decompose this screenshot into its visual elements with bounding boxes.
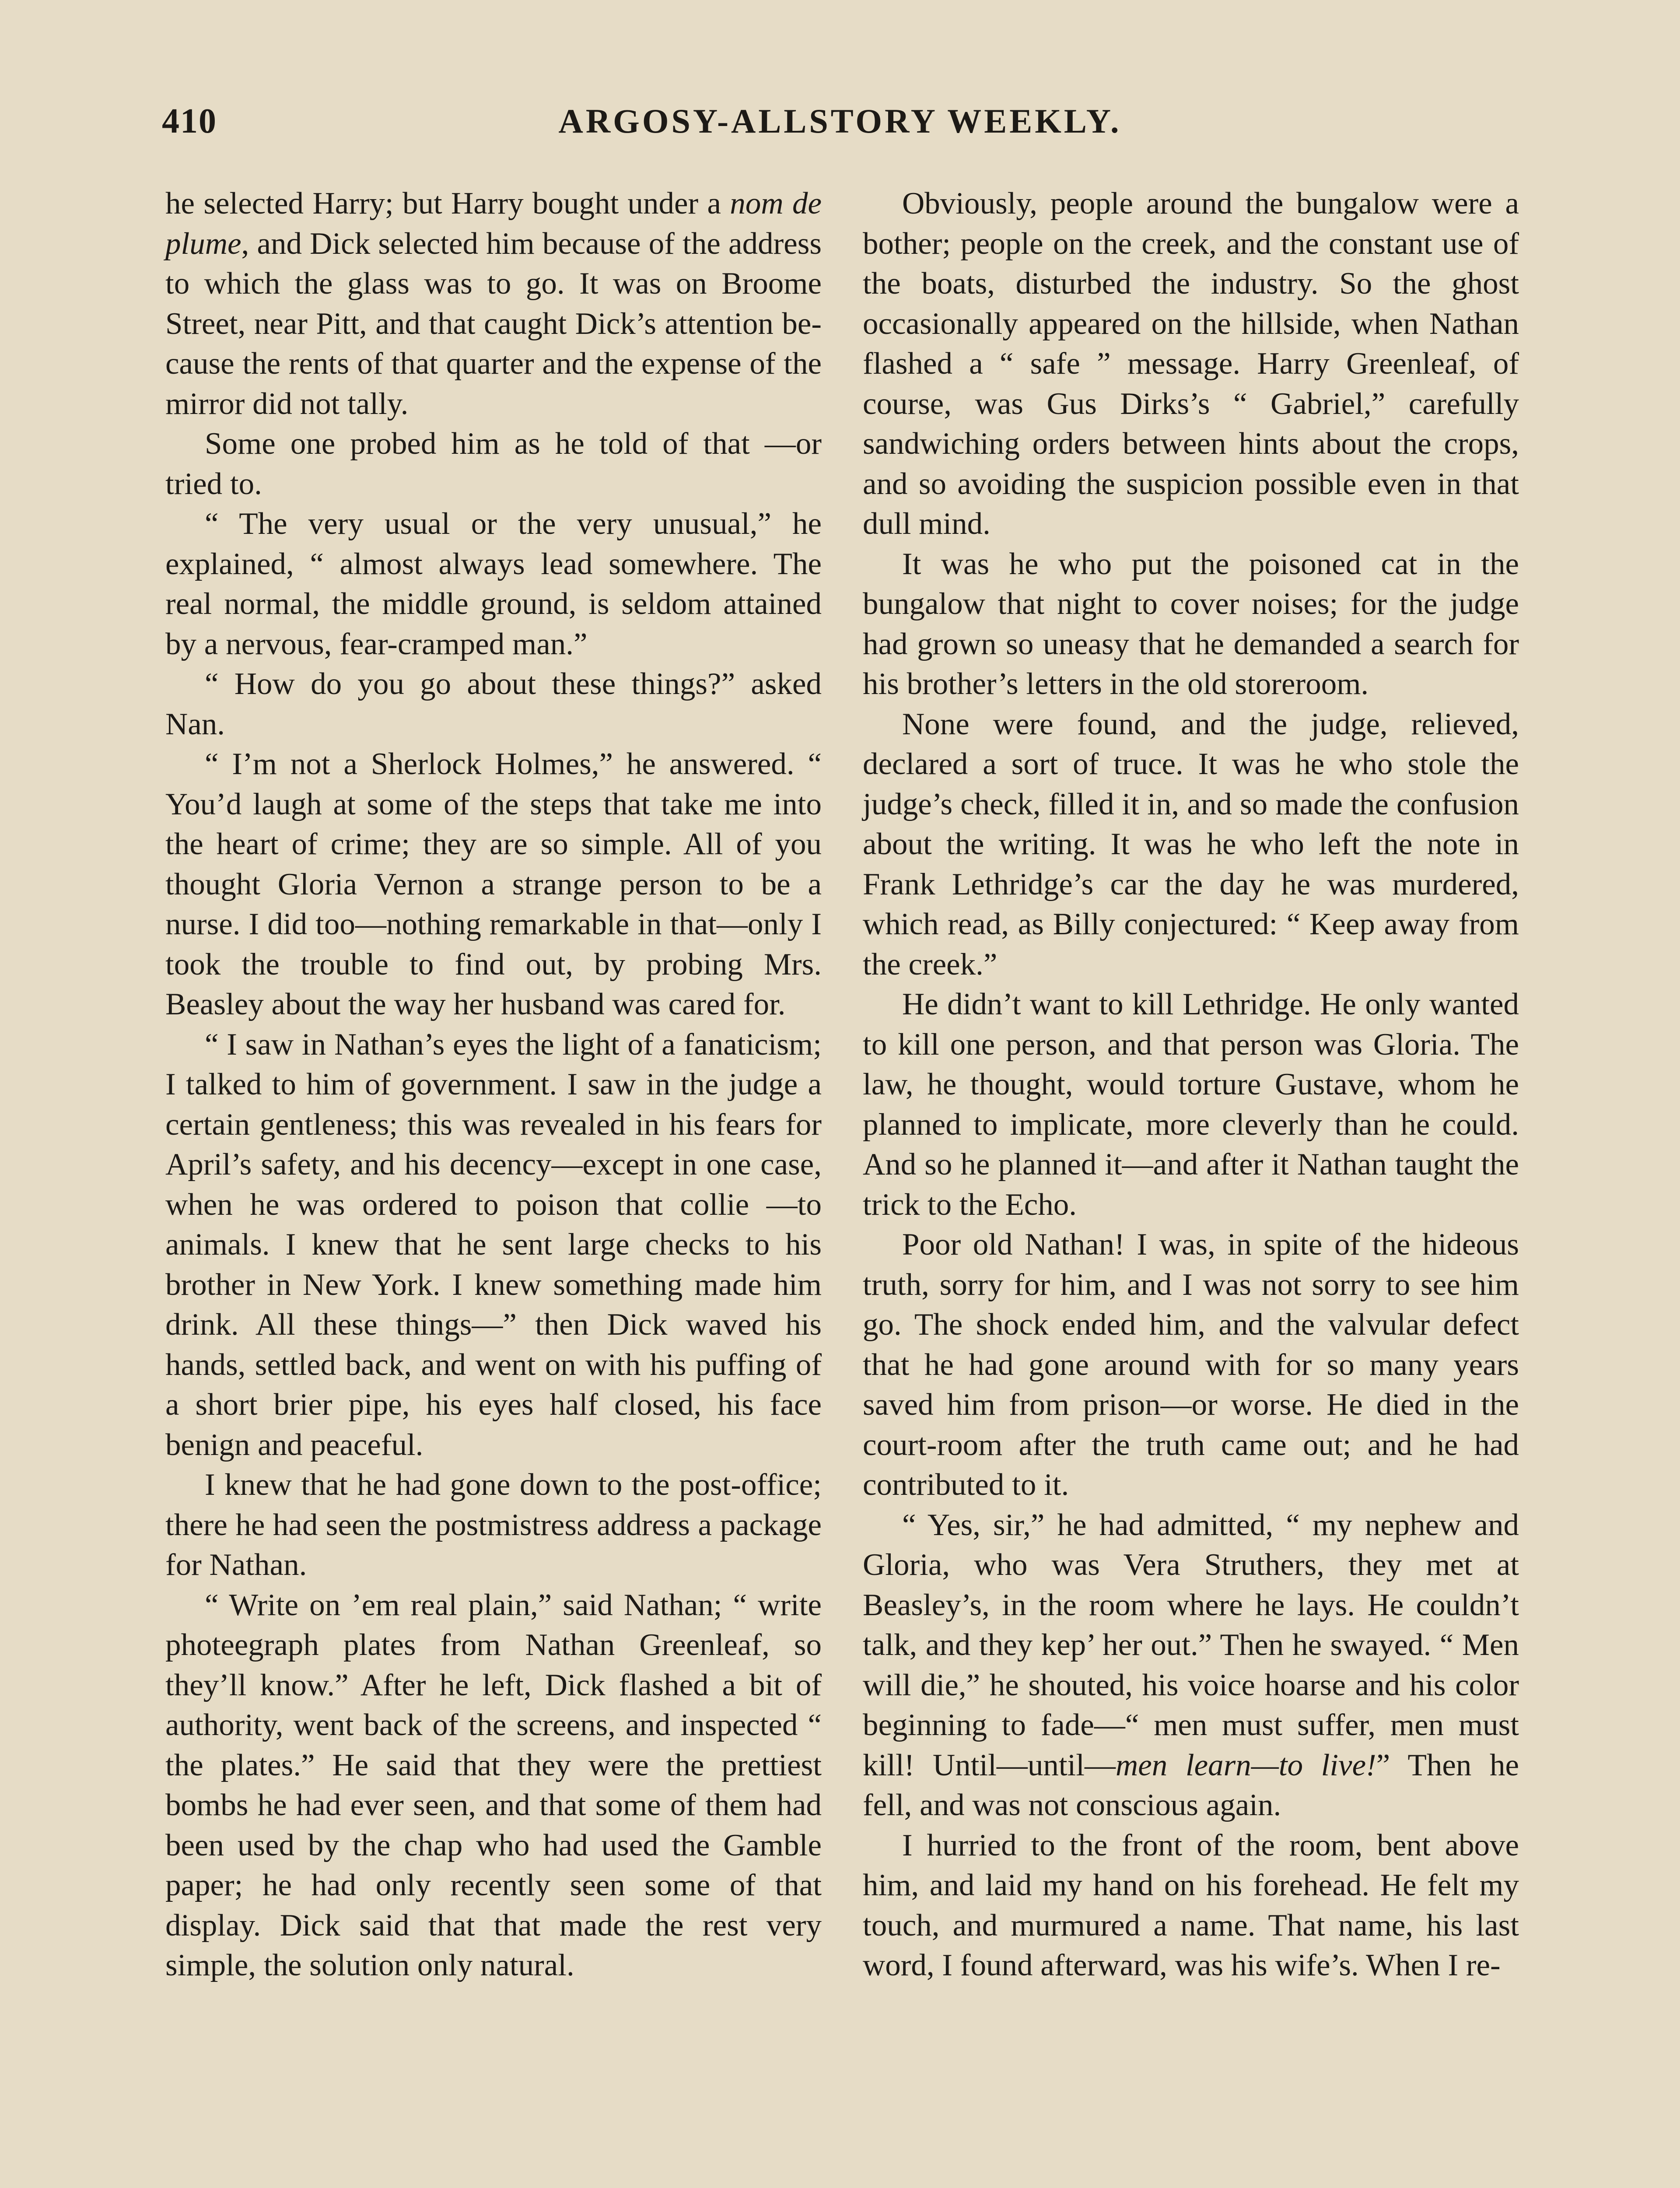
paragraph: It was he who put the poisoned cat in the bungalow that night to cover noises; for the judge had grown so uneasy that he demanded a search for his brother’s letters in the old storeroom. (863, 547, 1519, 701)
paragraph: None were found, and the judge, relieved, declared a sort of truce. It was he who stole the judge’s check, filled it in, and so made the confusion about the writing. It was he who left the note in Frank Lethridge’s car the day he was murdered, which read, as Billy conjectured: “ Keep away from the creek.” (863, 707, 1519, 982)
paragraph: Poor old Nathan! I was, in spite of the hideous truth, sorry for him, and I was not sorry to see him go. The shock ended him, and the valvular defect that he had gone around with for so many years saved him from prison—or worse. He died in the court-room after the truth came out; and he had contributed to it. (863, 1227, 1519, 1502)
right-column (863, 184, 1519, 1986)
paragraph: I knew that he had gone down to the post-office; there he had seen the postmistress address a package for Nathan. (165, 1468, 822, 1582)
paragraph: Some one probed him as he told of that —or tried to. (165, 427, 822, 501)
paragraph: Obviously, people around the bungalow were a bother; people on the creek, and the constant use of the boats, disturbed the industry. So the ghost occasionally appeared on the hillside, when Nathan flashed a “ safe ” message. Harry Greenleaf, of course, was Gus Dirks’s “ Gabriel,” carefully sandwiching orders between hints about the crops, and so avoiding the suspicion possible even in that dull mind. (863, 186, 1519, 541)
paragraph: “ I’m not a Sherlock Holmes,” he answered. “ You’d laugh at some of the steps that take me into the heart of crime; they are so simple. All of you thought Gloria Vernon a strange person to be a nurse. I did too—nothing remarkable in that—only I took the trouble to find out, by probing Mrs. Beasley about the way her husband was cared for. (165, 747, 822, 1021)
paragraph: He didn’t want to kill Lethridge. He only wanted to kill one person, and that person was Gloria. The law, he thought, would torture Gustave, whom he planned to implicate, more cleverly than he could. And so he planned it—and after it Nathan taught the trick to the Echo. (863, 987, 1519, 1222)
running-head-title: ARGOSY-ALLSTORY WEEKLY. (558, 102, 1122, 140)
left-column (165, 184, 822, 1986)
page-header (162, 102, 1518, 154)
paragraph: he selected Harry; but Harry bought under a nom de plume, and Dick selected him because of the address to which the glass was to go. It was on Broome Street, near Pitt, and that caught Dick’s attention because the rents of that quarter and the expense of the mirror did not tally. (165, 186, 822, 421)
paragraph: “ Write on ’em real plain,” said Nathan; “ write photeegraph plates from Nathan Greenleaf, so they’ll know.” After he left, Dick flashed a bit of authority, went back of the screens, and inspected “ the plates.” He said that they were the prettiest bombs he had ever seen, and that some of them had been used by the chap who had used the Gamble paper; he had only recently seen some of that display. Dick said that that made the rest very simple, the solution only natural. (165, 1588, 822, 1982)
paragraph: “ I saw in Nathan’s eyes the light of a fanaticism; I talked to him of government. I saw in the judge a certain gentleness; this was revealed in his fears for April’s safety, and his decency—except in one case, when he was ordered to poison that collie —to animals. I knew that he sent large checks to his brother in New York. I knew something made him drink. All these things—” then Dick waved his hands, settled back, and went on with his puffing of a short brier pipe, his eyes half closed, his face benign and peaceful. (165, 1027, 822, 1462)
page-number: 410 (162, 102, 217, 140)
paragraph: “ The very usual or the very unusual,” he explained, “ almost always lead somewhere. The real normal, the middle ground, is seldom attained by a nervous, fear-cramped man.” (165, 507, 822, 661)
paragraph: “ Yes, sir,” he had admitted, “ my nephew and Gloria, who was Vera Struthers, they met at Beasley’s, in the room where he lays. He couldn’t talk, and they kep’ her out.” Then he swayed. “ Men will die,” he shouted, his voice hoarse and his color beginning to fade—“ men must suffer, men must kill! Until—until—men learn—to live!” Then he fell, and was not conscious again. (863, 1508, 1519, 1822)
paragraph: “ How do you go about these things?” asked Nan. (165, 667, 822, 741)
paragraph: I hurried to the front of the room, bent above him, and laid my hand on his forehead. He felt my touch, and murmured a name. That name, his last word, I found afterward, was his wife’s. When I re- (863, 1828, 1519, 1982)
